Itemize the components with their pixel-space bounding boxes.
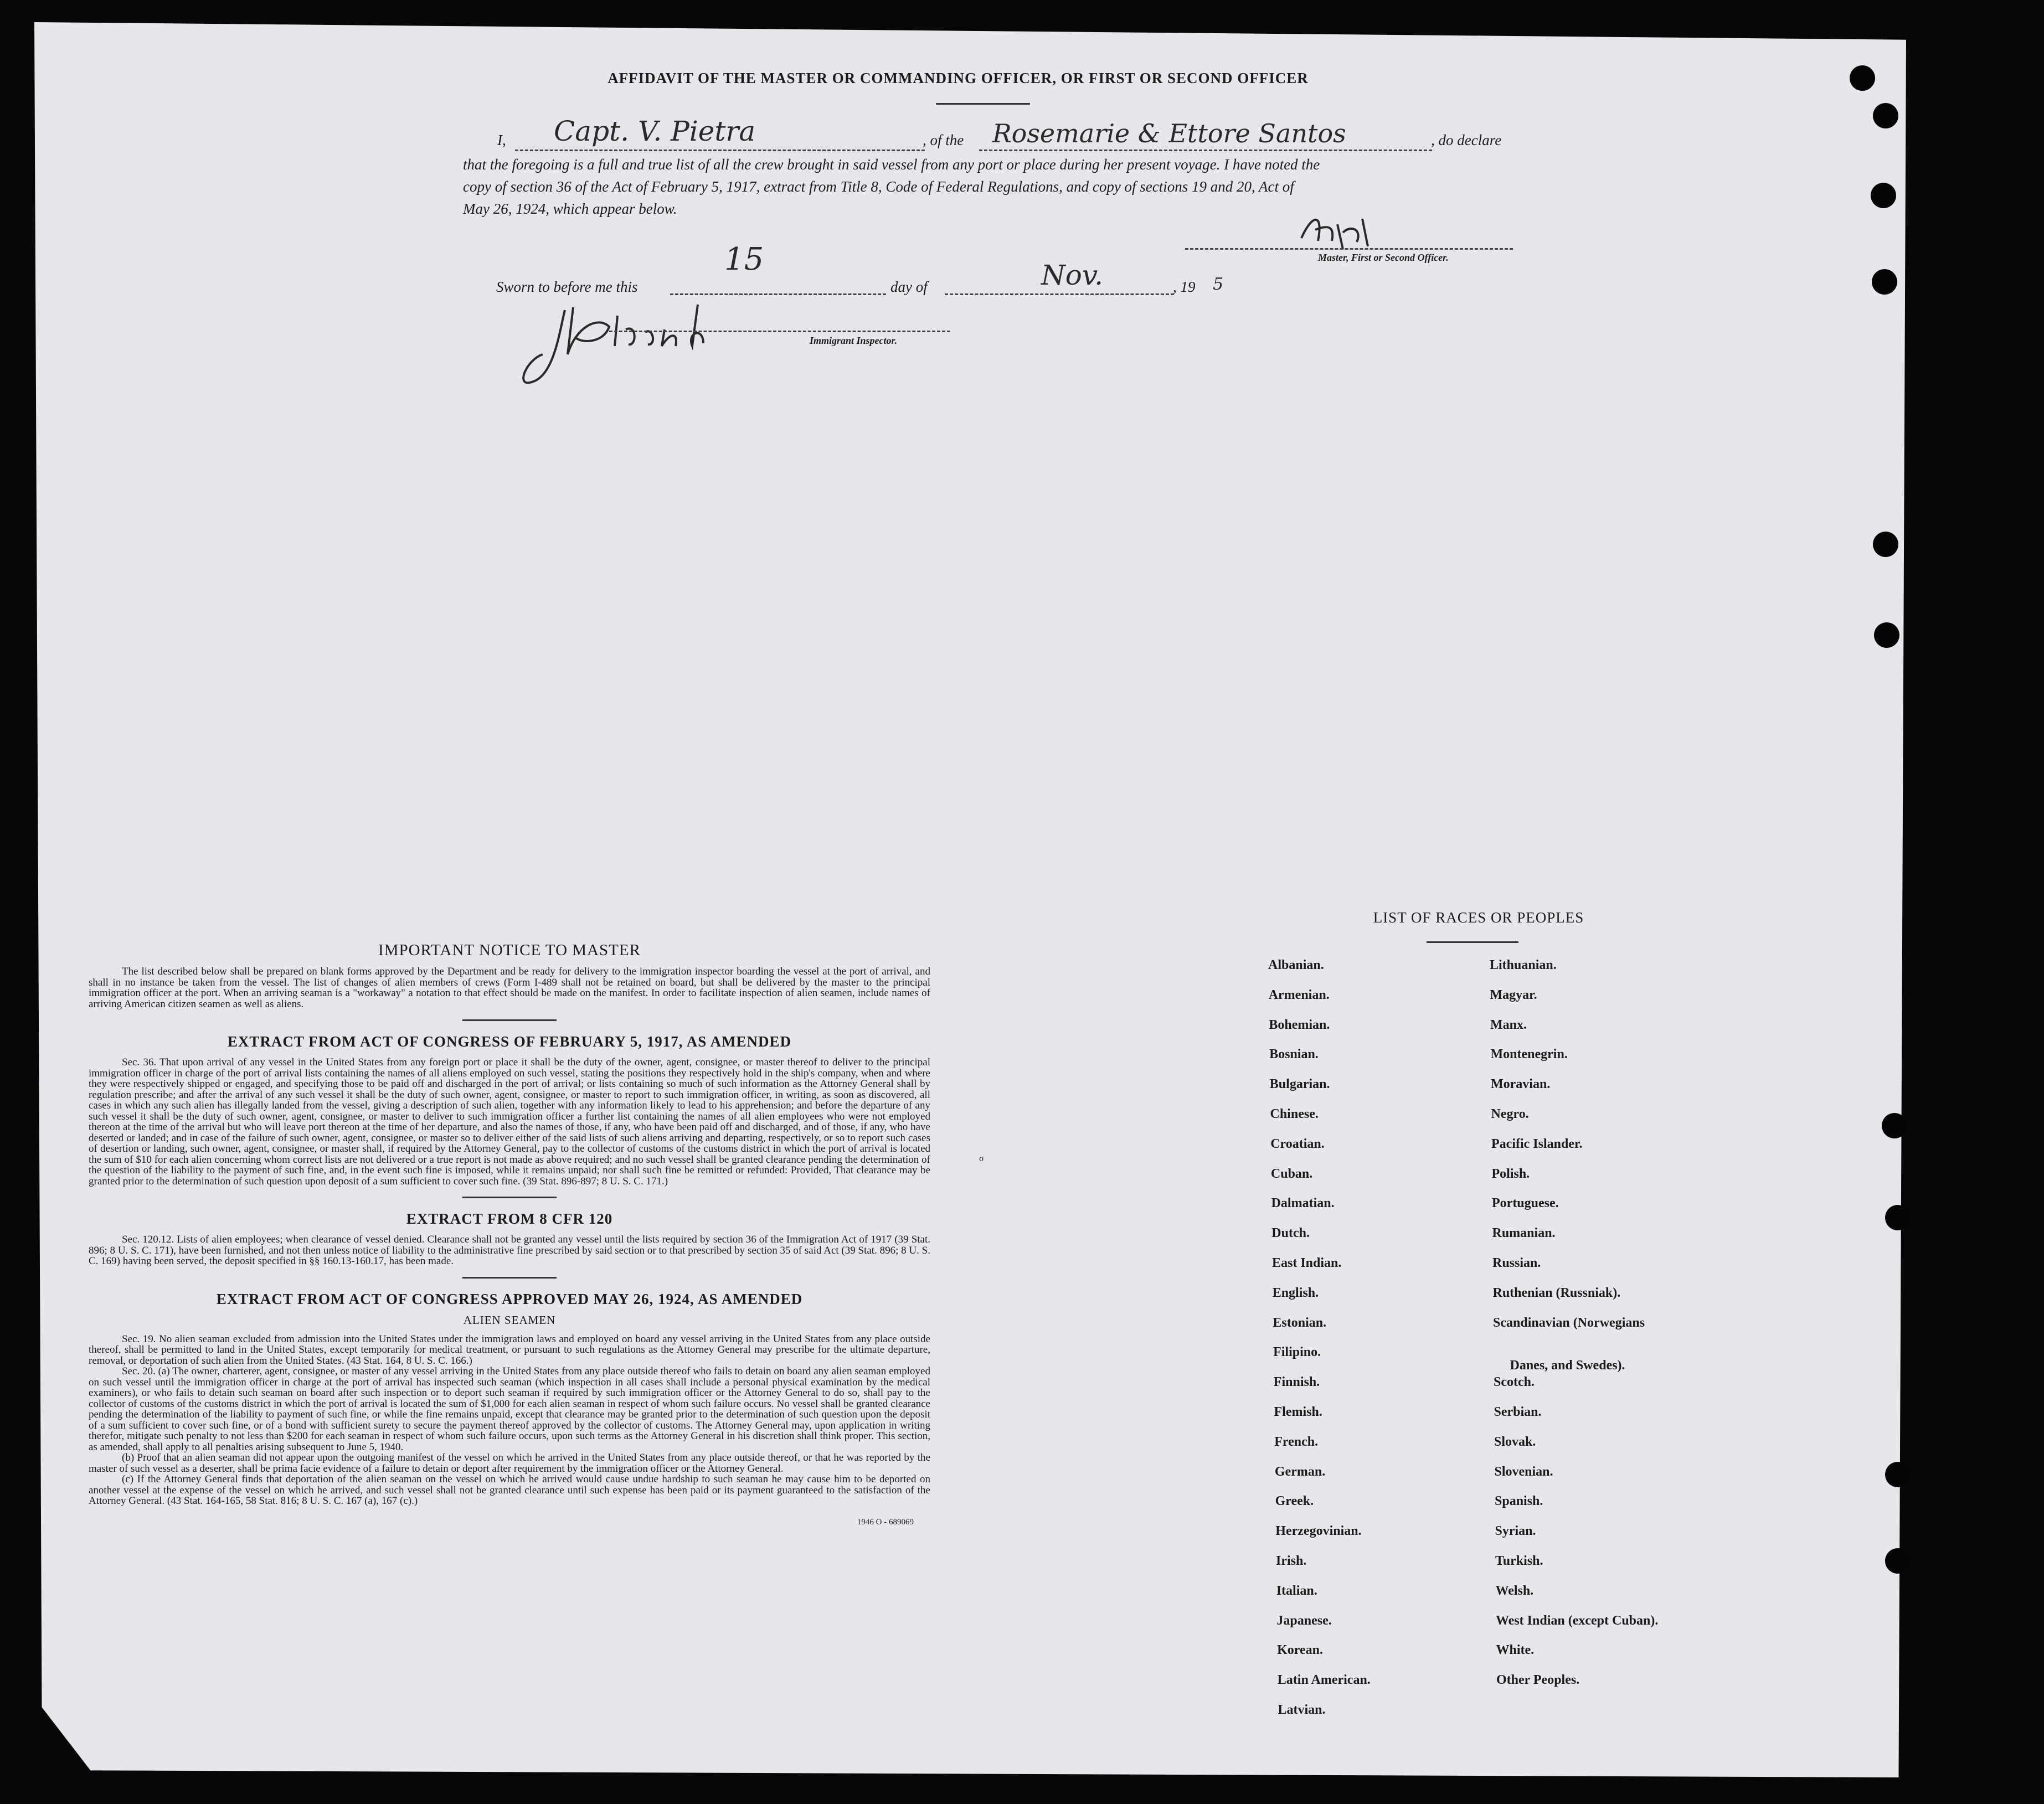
year-prefix: , 19 xyxy=(1173,279,1196,295)
punch-hole xyxy=(1882,1113,1907,1138)
inspector-signature-line xyxy=(609,331,950,332)
race-item: Danes, and Swedes). xyxy=(1510,1358,1625,1373)
race-item: Filipino. xyxy=(1273,1345,1321,1360)
race-item: Slovenian. xyxy=(1494,1464,1553,1479)
race-item: White. xyxy=(1496,1643,1535,1658)
affidavit-line1-prefix: I, xyxy=(497,132,506,148)
vessel-name-field[interactable]: Rosemarie & Ettore Santos xyxy=(992,118,1346,148)
day-of-label: day of xyxy=(890,279,928,295)
race-item: Russian. xyxy=(1492,1256,1541,1270)
race-item: Bulgarian. xyxy=(1269,1077,1330,1092)
race-item: Polish. xyxy=(1491,1166,1530,1181)
master-name-line xyxy=(515,150,925,151)
extract3-sec20a: Sec. 20. (a) The owner, charterer, agent, consignee, or master of any vessel arriving in the United States from any place outside thereof who fails to detain on board any alien seaman employed on such vessel until the immigration officer in charge at the port of arrival has inspected such seaman (which inspection in all cases shall include a personal physical examination by the medical examiners), or who fails to detain such seaman on board after such inspection or to deport such seaman if required by such immigration officer or the Attorney General to do so, shall pay to the collector of customs of the customs district in which the port of arrival is located the sum of $1,000 for each alien seaman in respect of whom such failure occurs. No vessel shall be granted clearance pending the determination of the liability to payment of such fine, or while the fine remains unpaid, except that clearance may be granted prior to the determination of such question upon the deposit of a sum sufficient to cover such fine, or of a bond with sufficient surety to secure the payment thereof approved by the collector of customs. The Attorney General may, upon application in writing therefor, mitigate such penalty to not less than $200 for each seaman in respect of whom such failure occurs, upon such terms as the Attorney General in his discretion shall think proper. This section, as amended, shall apply to all penalties arising subsequent to June 5, 1940. xyxy=(89,1365,930,1453)
race-item: Serbian. xyxy=(1494,1405,1542,1419)
punch-hole xyxy=(1885,1205,1911,1230)
inspector-signature xyxy=(521,293,731,393)
races-title: LIST OF RACES OR PEOPLES xyxy=(1373,909,1584,926)
extract3-sec20b: (b) Proof that an alien seaman did not appear upon the outgoing manifest of the vessel on which he arrived in the United States from any place outside thereof, or that he was reported by the master of such vessel as a deserter, shall be prima facie evidence of a failure to detain or deport after requirement by the immigration officer or the Attorney General. xyxy=(89,1452,930,1475)
race-item: Lithuanian. xyxy=(1490,958,1557,972)
race-item: Korean. xyxy=(1277,1643,1323,1658)
race-item: Manx. xyxy=(1490,1017,1527,1032)
races-divider xyxy=(1427,941,1518,943)
race-item: Cuban. xyxy=(1270,1166,1313,1181)
race-item: Latvian. xyxy=(1278,1703,1326,1717)
race-item: Herzegovinian. xyxy=(1275,1524,1362,1539)
affidavit-title: AFFIDAVIT OF THE MASTER OR COMMANDING OFFICER, OR FIRST OR SECOND OFFICER xyxy=(607,70,1309,86)
race-item: Japanese. xyxy=(1276,1613,1332,1628)
sworn-prefix: Sworn to before me this xyxy=(496,279,638,295)
race-item: Rumanian. xyxy=(1492,1226,1556,1241)
affidavit-line3: copy of section 36 of the Act of February 5, 1917, extract from Title 8, Code of Federal Regulations, and copy of sections 19 and 20, Act of xyxy=(463,178,1294,195)
vessel-name-line xyxy=(979,150,1432,151)
race-item: Syrian. xyxy=(1495,1524,1536,1539)
race-item: Estonian. xyxy=(1273,1315,1327,1330)
punch-hole xyxy=(1885,1462,1911,1487)
notice-body: The list described below shall be prepared on blank forms approved by the Department and be ready for delivery to the immigration inspector boarding the vessel at the port of arrival, and shall in no instance be taken from the vessel. The list of changes of alien members of crews (Form I-489 shall not be retained on board, but shall be delivered by the master to the principal immigration officer at the port. When an arriving seaman is a "workaway" a notation to that effect should be made on the manifest. In order to facilitate inspection of alien seamen, include names of arriving American citizen seamen as well as aliens. xyxy=(89,966,930,1010)
sworn-day-field[interactable]: 15 xyxy=(724,241,764,277)
extract3-sec20c: (c) If the Attorney General finds that deportation of the alien seaman on the vessel on which he arrived would cause undue hardship to such seaman he may cause him to be deported on another vessel at the expense of the vessel on which he arrived, and such vessel shall not be granted clearance until such expense has been paid or its payment guaranteed to the satisfaction of the Attorney General. (43 Stat. 164-165, 58 Stat. 816; 8 U. S. C. 167 (a), 167 (c).) xyxy=(89,1473,930,1507)
print-code: 1946 O - 689069 xyxy=(857,1517,914,1527)
race-item: East Indian. xyxy=(1272,1256,1342,1270)
extract3-subtitle: ALIEN SEAMEN xyxy=(463,1313,556,1327)
race-item: Dutch. xyxy=(1271,1226,1310,1241)
master-name-field[interactable]: Capt. V. Pietra xyxy=(554,115,756,147)
extract1-title: EXTRACT FROM ACT OF CONGRESS OF FEBRUARY 5, 1917, AS AMENDED xyxy=(227,1033,792,1050)
race-item: Finnish. xyxy=(1273,1375,1320,1390)
sworn-month-field[interactable]: Nov. xyxy=(1041,259,1104,291)
punch-hole xyxy=(1872,269,1897,295)
race-item: English. xyxy=(1272,1285,1319,1300)
notice-title: IMPORTANT NOTICE TO MASTER xyxy=(378,941,641,959)
section-divider xyxy=(462,1277,557,1279)
race-item: Dalmatian. xyxy=(1271,1196,1335,1211)
extract1-body: Sec. 36. That upon arrival of any vessel in the United States from any foreign port or place it shall be the duty of the owner, agent, consignee, or master thereof to deliver to the principal immigration officer in charge of the port of arrival lists containing the names of all aliens employed on such vessel, stating the positions they respectively hold in the ship's company, when and where they were respectively shipped or engaged, and specifying those to be paid off and discharged in the port of arrival; or lists containing so much of such information as the Attorney General shall by regulation prescribe; and after the arrival of any such vessel it shall be the duty of such owner, agent, consignee, or master to report to such immigration officer, in writing, as soon as discovered, all cases in which any such alien has illegally landed from the vessel, giving a description of such alien, together with any information likely to lead to his apprehension; and before the departure of any such vessel it shall be the duty of such owner, agent, consignee, or master to deliver to such immigration officer a further list containing the names of all alien employees who were not employed thereon at the time of the arrival but who will leave port thereon at the time of her departure, and also the names of those, if any, who have been paid off and discharged, and of those, if any, who have deserted or landed; and in case of the failure of such owner, agent, consignee, or master so to deliver either of the said lists of such aliens arriving and departing, respectively, or so to report such cases of desertion or landing, such owner, agent, consignee, or master shall, if required by the Attorney General, pay to the collector of customs of the customs district in which the port of arrival is located the sum of $10 for each alien concerning whom correct lists are not delivered or a true report is not made as above required; and no such vessel shall be granted clearance pending the determination of the question of the liability to the payment of such fine, and, in the event such fine is imposed, while it remains unpaid; nor shall such fine be remitted or refunded: Provided, That clearance may be granted prior to the determination of such question upon deposit of a sum sufficient to cover such fine. (39 Stat. 896-897; 8 U. S. C. 171.) xyxy=(89,1056,930,1187)
year-field[interactable]: 5 xyxy=(1213,275,1224,294)
race-item: German. xyxy=(1274,1464,1326,1479)
race-item: Flemish. xyxy=(1274,1405,1322,1419)
race-item: French. xyxy=(1274,1434,1319,1449)
race-item: Greek. xyxy=(1275,1494,1314,1509)
affidavit-line4: May 26, 1924, which appear below. xyxy=(463,200,677,217)
race-item: Turkish. xyxy=(1495,1554,1543,1568)
punch-hole xyxy=(1885,1548,1911,1574)
race-item: Slovak. xyxy=(1494,1434,1536,1449)
punch-hole xyxy=(1873,532,1898,557)
do-declare-label: , do declare xyxy=(1431,132,1502,148)
race-item: Irish. xyxy=(1276,1554,1307,1568)
extract3-sec19: Sec. 19. No alien seaman excluded from admission into the United States under the immigration laws and employed on board any vessel arriving in the United States from any place outside thereof, shall be permitted to land in the United States, except temporarily for medical treatment, or pursuant to such regulations as the Attorney General may prescribe for the ultimate departure, removal, or deportation of such alien from the United States. (43 Stat. 164, 8 U. S. C. 166.) xyxy=(89,1333,930,1367)
race-item: Moravian. xyxy=(1491,1077,1551,1092)
race-item: Scotch. xyxy=(1494,1375,1535,1390)
punch-hole xyxy=(1874,622,1899,648)
punch-hole xyxy=(1873,103,1898,128)
race-item: Armenian. xyxy=(1268,987,1330,1002)
punch-hole xyxy=(1871,183,1896,208)
race-item: Latin American. xyxy=(1277,1673,1371,1688)
of-the-label: , of the xyxy=(923,132,964,148)
race-item: Ruthenian (Russniak). xyxy=(1492,1285,1621,1300)
race-item: Portuguese. xyxy=(1492,1196,1559,1211)
extract2-body: Sec. 120.12. Lists of alien employees; when clearance of vessel denied. Clearance shall not be granted any vessel until the lists required by section 36 of the Immigration Act of 1917 (39 Stat. 896; 8 U. S. C. 171), have been furnished, and not then unless notice of liability to the administrative fine prescribed by said section or to that prescribed by section 35 of said Act (39 Stat. 896; 8 U. S. C. 169) having been served, the deposit specified in §§ 160.13-160.17, has been made. xyxy=(89,1234,930,1267)
race-item: Other Peoples. xyxy=(1496,1673,1580,1688)
race-item: West Indian (except Cuban). xyxy=(1496,1613,1659,1628)
race-item: Croatian. xyxy=(1270,1136,1325,1151)
affidavit-line2: that the foregoing is a full and true list of all the crew brought in said vessel from any port or place during her present voyage. I have noted the xyxy=(463,156,1320,173)
master-signature-line xyxy=(1185,248,1513,250)
race-item: Magyar. xyxy=(1490,987,1537,1002)
race-item: Italian. xyxy=(1276,1583,1317,1598)
race-item: Bosnian. xyxy=(1269,1047,1319,1062)
notice-section xyxy=(89,941,930,1527)
title-divider xyxy=(936,103,1030,105)
race-item: Chinese. xyxy=(1270,1107,1319,1121)
race-item: Bohemian. xyxy=(1269,1017,1330,1032)
race-item: Welsh. xyxy=(1495,1583,1534,1598)
punch-hole xyxy=(1850,65,1875,91)
race-item: Scandinavian (Norwegians xyxy=(1493,1315,1645,1330)
stray-mark: σ xyxy=(979,1154,984,1163)
section-divider xyxy=(462,1197,557,1198)
race-item: Spanish. xyxy=(1495,1494,1543,1509)
race-item: Montenegrin. xyxy=(1490,1047,1568,1062)
inspector-caption: Immigrant Inspector. xyxy=(810,335,898,346)
race-item: Pacific Islander. xyxy=(1491,1136,1583,1151)
extract3-title: EXTRACT FROM ACT OF CONGRESS APPROVED MAY 26, 1924, AS AMENDED xyxy=(216,1290,803,1307)
race-item: Albanian. xyxy=(1268,958,1324,972)
sworn-month-line xyxy=(945,293,1174,295)
race-item: Negro. xyxy=(1491,1107,1529,1121)
extract2-title: EXTRACT FROM 8 CFR 120 xyxy=(406,1210,613,1227)
master-caption: Master, First or Second Officer. xyxy=(1318,252,1449,263)
section-divider xyxy=(462,1019,557,1021)
